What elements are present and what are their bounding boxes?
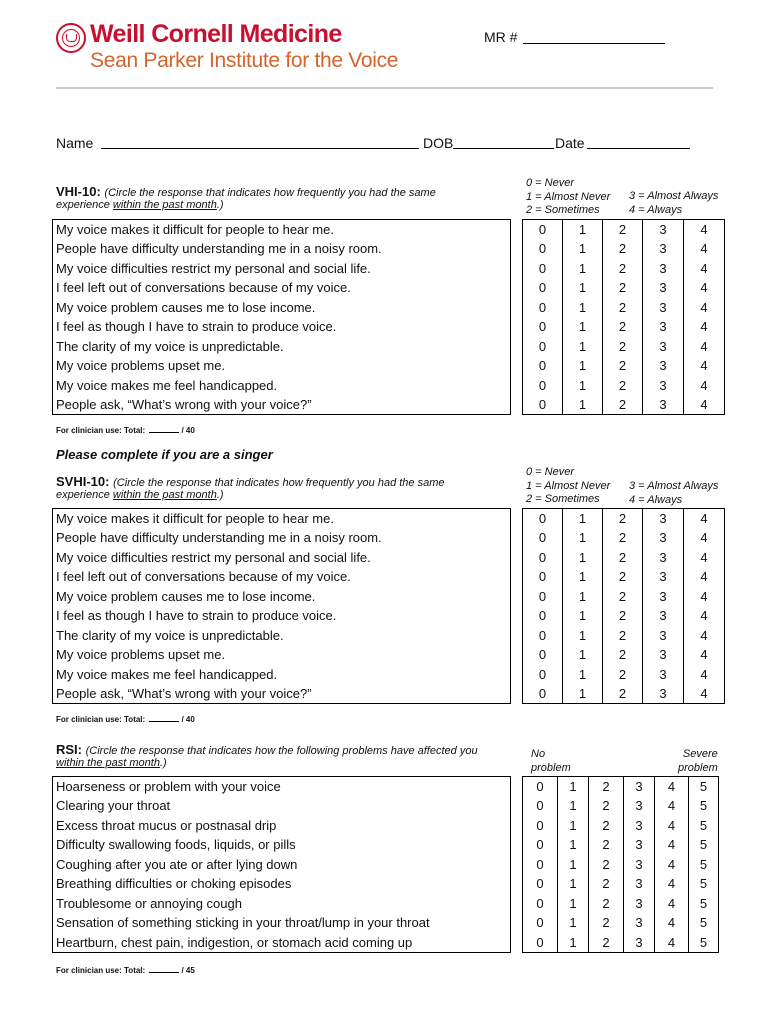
rsi-legend-right: Severe problem [678, 748, 718, 774]
svhi-response-option[interactable]: 1 [563, 645, 603, 665]
rsi-response-option[interactable]: 1 [558, 894, 589, 914]
column-gap [511, 220, 523, 240]
rsi-response-option[interactable]: 4 [655, 816, 689, 836]
vhi-response-option[interactable]: 0 [523, 298, 563, 318]
rsi-response-option[interactable]: 4 [655, 894, 689, 914]
vhi-response-option[interactable]: 2 [603, 239, 643, 259]
vhi-question-text: I feel left out of conversations because of my voice. [53, 278, 511, 298]
rsi-response-option[interactable]: 1 [558, 933, 589, 953]
rsi-response-option[interactable]: 3 [624, 796, 655, 816]
date-field[interactable] [587, 148, 690, 149]
rsi-question-text: Troublesome or annoying cough [53, 894, 511, 914]
svhi-response-option[interactable]: 3 [643, 606, 684, 626]
svhi-response-option[interactable]: 4 [684, 626, 725, 646]
svhi-response-option[interactable]: 2 [603, 548, 643, 568]
rsi-question-row [53, 933, 719, 953]
mr-number-field[interactable] [523, 43, 665, 44]
singer-prompt: Please complete if you are a singer [56, 447, 273, 462]
vhi-question-row [53, 259, 725, 279]
vhi-response-option[interactable]: 4 [684, 317, 725, 337]
svhi-response-option[interactable]: 4 [684, 587, 725, 607]
column-gap [511, 356, 523, 376]
vhi-response-option[interactable]: 1 [563, 298, 603, 318]
svhi-response-option[interactable]: 0 [523, 528, 563, 548]
rsi-question-row [53, 835, 719, 855]
rsi-response-option[interactable]: 2 [589, 894, 624, 914]
rsi-response-option[interactable]: 1 [558, 913, 589, 933]
svhi-response-option[interactable]: 1 [563, 528, 603, 548]
column-gap [511, 796, 523, 816]
brand-name: Weill Cornell Medicine [90, 20, 342, 48]
vhi-response-option[interactable]: 4 [684, 278, 725, 298]
svhi-response-option[interactable]: 4 [684, 548, 725, 568]
rsi-response-option[interactable]: 4 [655, 835, 689, 855]
rsi-response-option[interactable]: 2 [589, 855, 624, 875]
column-gap [511, 278, 523, 298]
rsi-response-option[interactable]: 0 [523, 874, 558, 894]
sub-brand: Sean Parker Institute for the Voice [90, 49, 399, 72]
svhi-question-text: My voice difficulties restrict my personal and social life. [53, 548, 511, 568]
rsi-response-option[interactable]: 5 [689, 835, 719, 855]
vhi-question-text: My voice difficulties restrict my personal and social life. [53, 259, 511, 279]
svhi-response-option[interactable]: 2 [603, 528, 643, 548]
vhi-question-row [53, 278, 725, 298]
rsi-question-text: Excess throat mucus or postnasal drip [53, 816, 511, 836]
vhi-response-option[interactable]: 1 [563, 337, 603, 357]
rsi-response-option[interactable]: 5 [689, 874, 719, 894]
svhi-response-option[interactable]: 1 [563, 509, 603, 529]
vhi-response-option[interactable]: 0 [523, 220, 563, 240]
vhi-response-option[interactable]: 4 [684, 239, 725, 259]
svhi-response-option[interactable]: 2 [603, 645, 643, 665]
svhi-response-option[interactable]: 2 [603, 606, 643, 626]
vhi-response-option[interactable]: 0 [523, 337, 563, 357]
vhi-response-option[interactable]: 4 [684, 220, 725, 240]
rsi-question-row [53, 816, 719, 836]
rsi-instruction: within the past month.) [56, 757, 167, 769]
vhi-instruction: experience within the past month.) [56, 199, 224, 211]
rsi-question-text: Sensation of something sticking in your throat/lump in your throat [53, 913, 511, 933]
column-gap [511, 298, 523, 318]
vhi-response-option[interactable]: 4 [684, 356, 725, 376]
vhi-response-option[interactable]: 2 [603, 220, 643, 240]
svhi-response-option[interactable]: 3 [643, 587, 684, 607]
vhi-question-text: My voice makes it difficult for people to hear me. [53, 220, 511, 240]
svhi-response-option[interactable]: 0 [523, 665, 563, 685]
svhi-response-option[interactable]: 2 [603, 509, 643, 529]
svhi-response-option[interactable]: 4 [684, 528, 725, 548]
svhi-response-option[interactable]: 0 [523, 684, 563, 704]
vhi-response-option[interactable]: 2 [603, 278, 643, 298]
rsi-clinician-total: For clinician use: Total: / 45 [56, 966, 195, 975]
svhi-question-text: The clarity of my voice is unpredictable. [53, 626, 511, 646]
vhi-response-option[interactable]: 1 [563, 376, 603, 396]
svhi-response-option[interactable]: 1 [563, 567, 603, 587]
vhi-clinician-total: For clinician use: Total: / 40 [56, 426, 195, 435]
vhi-question-text: My voice makes me feel handicapped. [53, 376, 511, 396]
vhi-response-option[interactable]: 2 [603, 356, 643, 376]
svhi-response-option[interactable]: 4 [684, 509, 725, 529]
rsi-response-option[interactable]: 1 [558, 855, 589, 875]
rsi-question-row [53, 796, 719, 816]
vhi-response-option[interactable]: 4 [684, 395, 725, 415]
rsi-response-option[interactable]: 0 [523, 855, 558, 875]
vhi-response-option[interactable]: 1 [563, 259, 603, 279]
svhi-legend-left: 0 = Never 1 = Almost Never 2 = Sometimes [526, 466, 611, 505]
rsi-question-text: Breathing difficulties or choking episodes [53, 874, 511, 894]
svhi-response-option[interactable]: 1 [563, 587, 603, 607]
column-gap [511, 684, 523, 704]
column-gap [511, 567, 523, 587]
vhi-question-row [53, 376, 725, 396]
svhi-response-option[interactable]: 0 [523, 567, 563, 587]
vhi-question-row [53, 337, 725, 357]
vhi-legend-right: 3 = Almost Always 4 = Always [629, 190, 719, 216]
vhi-response-option[interactable]: 1 [563, 278, 603, 298]
svhi-question-row [53, 509, 725, 529]
svhi-response-option[interactable]: 2 [603, 626, 643, 646]
svhi-response-option[interactable]: 3 [643, 684, 684, 704]
column-gap [511, 913, 523, 933]
rsi-response-option[interactable]: 1 [558, 796, 589, 816]
svhi-question-row [53, 548, 725, 568]
rsi-response-option[interactable]: 2 [589, 933, 624, 953]
rsi-response-option[interactable]: 1 [558, 777, 589, 797]
vhi-response-option[interactable]: 3 [643, 220, 684, 240]
seal-icon [56, 23, 86, 53]
vhi-response-option[interactable]: 0 [523, 395, 563, 415]
rsi-question-row [53, 913, 719, 933]
vhi-response-option[interactable]: 0 [523, 376, 563, 396]
rsi-response-option[interactable]: 3 [624, 913, 655, 933]
vhi-response-option[interactable]: 0 [523, 259, 563, 279]
column-gap [511, 509, 523, 529]
rsi-question-row [53, 777, 719, 797]
vhi-response-option[interactable]: 4 [684, 337, 725, 357]
rsi-response-option[interactable]: 4 [655, 777, 689, 797]
rsi-response-option[interactable]: 4 [655, 913, 689, 933]
rsi-response-option[interactable]: 5 [689, 894, 719, 914]
vhi-response-option[interactable]: 3 [643, 259, 684, 279]
vhi-response-option[interactable]: 3 [643, 317, 684, 337]
name-field[interactable] [101, 148, 419, 149]
vhi-question-text: People ask, “What’s wrong with your voice?” [53, 395, 511, 415]
svhi-response-option[interactable]: 4 [684, 684, 725, 704]
svhi-response-option[interactable]: 3 [643, 509, 684, 529]
rsi-response-option[interactable]: 4 [655, 874, 689, 894]
column-gap [511, 816, 523, 836]
svhi-response-option[interactable]: 3 [643, 665, 684, 685]
vhi-question-text: My voice problems upset me. [53, 356, 511, 376]
svhi-question-row [53, 567, 725, 587]
vhi-response-option[interactable]: 0 [523, 317, 563, 337]
vhi-response-option[interactable]: 1 [563, 395, 603, 415]
rsi-response-option[interactable]: 3 [624, 933, 655, 953]
rsi-response-option[interactable]: 3 [624, 855, 655, 875]
svhi-response-option[interactable]: 3 [643, 528, 684, 548]
column-gap [511, 626, 523, 646]
svhi-response-option[interactable]: 2 [603, 567, 643, 587]
svhi-response-option[interactable]: 3 [643, 548, 684, 568]
svhi-response-option[interactable]: 3 [643, 567, 684, 587]
svhi-response-option[interactable]: 0 [523, 509, 563, 529]
svhi-question-row [53, 684, 725, 704]
svhi-response-option[interactable]: 0 [523, 606, 563, 626]
vhi-question-row [53, 239, 725, 259]
rsi-response-option[interactable]: 0 [523, 913, 558, 933]
vhi-response-option[interactable]: 0 [523, 278, 563, 298]
column-gap [511, 259, 523, 279]
rsi-response-option[interactable]: 3 [624, 894, 655, 914]
rsi-response-option[interactable]: 2 [589, 913, 624, 933]
svhi-question-text: People ask, “What’s wrong with your voice?” [53, 684, 511, 704]
vhi-question-text: I feel as though I have to strain to produce voice. [53, 317, 511, 337]
header-divider [56, 87, 713, 89]
rsi-question-row [53, 894, 719, 914]
svhi-response-option[interactable]: 2 [603, 665, 643, 685]
column-gap [511, 777, 523, 797]
rsi-legend-left: No problem [531, 748, 571, 774]
rsi-response-option[interactable]: 3 [624, 835, 655, 855]
rsi-response-option[interactable]: 5 [689, 913, 719, 933]
column-gap [511, 835, 523, 855]
rsi-response-option[interactable]: 2 [589, 796, 624, 816]
vhi-question-text: My voice problem causes me to lose income. [53, 298, 511, 318]
vhi-question-row [53, 317, 725, 337]
rsi-response-option[interactable]: 0 [523, 777, 558, 797]
vhi-response-option[interactable]: 2 [603, 337, 643, 357]
rsi-response-option[interactable]: 2 [589, 777, 624, 797]
vhi-response-option[interactable]: 3 [643, 239, 684, 259]
column-gap [511, 606, 523, 626]
svhi-question-text: My voice problems upset me. [53, 645, 511, 665]
column-gap [511, 548, 523, 568]
column-gap [511, 337, 523, 357]
rsi-response-option[interactable]: 5 [689, 796, 719, 816]
column-gap [511, 874, 523, 894]
svhi-response-option[interactable]: 1 [563, 665, 603, 685]
svhi-response-option[interactable]: 4 [684, 567, 725, 587]
column-gap [511, 894, 523, 914]
svhi-response-option[interactable]: 1 [563, 626, 603, 646]
dob-field[interactable] [453, 148, 554, 149]
svhi-response-option[interactable]: 2 [603, 587, 643, 607]
dob-label: DOB [423, 135, 454, 151]
svhi-response-option[interactable]: 0 [523, 626, 563, 646]
svhi-question-row [53, 645, 725, 665]
vhi-response-option[interactable]: 2 [603, 259, 643, 279]
vhi-response-option[interactable]: 3 [643, 337, 684, 357]
svhi-response-option[interactable]: 1 [563, 684, 603, 704]
rsi-response-option[interactable]: 4 [655, 855, 689, 875]
date-label: Date [555, 135, 585, 151]
vhi-response-option[interactable]: 1 [563, 317, 603, 337]
column-gap [511, 239, 523, 259]
column-gap [511, 645, 523, 665]
rsi-response-option[interactable]: 0 [523, 796, 558, 816]
vhi-response-option[interactable]: 3 [643, 395, 684, 415]
mr-label: MR # [484, 29, 518, 45]
column-gap [511, 528, 523, 548]
svhi-response-option[interactable]: 4 [684, 645, 725, 665]
vhi-response-option[interactable]: 2 [603, 317, 643, 337]
rsi-response-option[interactable]: 5 [689, 816, 719, 836]
rsi-response-option[interactable]: 3 [624, 816, 655, 836]
svhi-clinician-total: For clinician use: Total: / 40 [56, 715, 195, 724]
column-gap [511, 317, 523, 337]
vhi-response-option[interactable]: 1 [563, 239, 603, 259]
rsi-question-row [53, 874, 719, 894]
vhi-legend-left: 0 = Never 1 = Almost Never 2 = Sometimes [526, 177, 611, 216]
svhi-legend-right: 3 = Almost Always 4 = Always [629, 480, 719, 506]
rsi-response-option[interactable]: 5 [689, 855, 719, 875]
rsi-response-option[interactable]: 1 [558, 816, 589, 836]
vhi-response-option[interactable]: 2 [603, 298, 643, 318]
rsi-response-option[interactable]: 4 [655, 933, 689, 953]
rsi-response-option[interactable]: 2 [589, 835, 624, 855]
rsi-response-option[interactable]: 0 [523, 933, 558, 953]
svhi-response-option[interactable]: 0 [523, 587, 563, 607]
rsi-response-option[interactable]: 3 [624, 874, 655, 894]
vhi-heading: VHI-10: (Circle the response that indicates how frequently you had the same [56, 184, 436, 199]
rsi-question-text: Hoarseness or problem with your voice [53, 777, 511, 797]
rsi-question-text: Difficulty swallowing foods, liquids, or pills [53, 835, 511, 855]
svhi-question-text: My voice makes me feel handicapped. [53, 665, 511, 685]
rsi-question-text: Heartburn, chest pain, indigestion, or stomach acid coming up [53, 933, 511, 953]
vhi-question-row [53, 220, 725, 240]
rsi-response-option[interactable]: 5 [689, 777, 719, 797]
vhi-response-option[interactable]: 3 [643, 376, 684, 396]
svhi-question-row [53, 528, 725, 548]
vhi-question-row [53, 395, 725, 415]
svhi-question-text: My voice makes it difficult for people to hear me. [53, 509, 511, 529]
svhi-question-text: I feel as though I have to strain to produce voice. [53, 606, 511, 626]
vhi-response-option[interactable]: 3 [643, 278, 684, 298]
vhi-response-option[interactable]: 4 [684, 259, 725, 279]
svhi-response-option[interactable]: 1 [563, 548, 603, 568]
vhi-table [52, 219, 725, 415]
column-gap [511, 855, 523, 875]
vhi-question-row [53, 356, 725, 376]
rsi-response-option[interactable]: 0 [523, 816, 558, 836]
rsi-response-option[interactable]: 1 [558, 874, 589, 894]
svhi-instruction: experience within the past month.) [56, 489, 224, 501]
svhi-heading: SVHI-10: (Circle the response that indicates how frequently you had the same [56, 474, 445, 489]
column-gap [511, 395, 523, 415]
rsi-response-option[interactable]: 3 [624, 777, 655, 797]
vhi-response-option[interactable]: 0 [523, 239, 563, 259]
rsi-response-option[interactable]: 0 [523, 835, 558, 855]
svhi-response-option[interactable]: 2 [603, 684, 643, 704]
vhi-question-text: People have difficulty understanding me in a noisy room. [53, 239, 511, 259]
vhi-response-option[interactable]: 2 [603, 395, 643, 415]
rsi-question-text: Coughing after you ate or after lying down [53, 855, 511, 875]
vhi-response-option[interactable]: 3 [643, 356, 684, 376]
svhi-response-option[interactable]: 0 [523, 645, 563, 665]
svhi-response-option[interactable]: 3 [643, 626, 684, 646]
svhi-question-row [53, 587, 725, 607]
column-gap [511, 933, 523, 953]
rsi-response-option[interactable]: 0 [523, 894, 558, 914]
rsi-question-row [53, 855, 719, 875]
rsi-response-option[interactable]: 5 [689, 933, 719, 953]
svhi-response-option[interactable]: 4 [684, 665, 725, 685]
svhi-response-option[interactable]: 4 [684, 606, 725, 626]
column-gap [511, 587, 523, 607]
svhi-question-text: My voice problem causes me to lose income. [53, 587, 511, 607]
vhi-response-option[interactable]: 3 [643, 298, 684, 318]
svhi-response-option[interactable]: 1 [563, 606, 603, 626]
column-gap [511, 376, 523, 396]
rsi-response-option[interactable]: 2 [589, 874, 624, 894]
column-gap [511, 665, 523, 685]
rsi-response-option[interactable]: 1 [558, 835, 589, 855]
vhi-response-option[interactable]: 1 [563, 220, 603, 240]
svhi-question-row [53, 626, 725, 646]
svhi-table [52, 508, 725, 704]
svhi-response-option[interactable]: 3 [643, 645, 684, 665]
name-label: Name [56, 135, 94, 151]
vhi-response-option[interactable]: 4 [684, 376, 725, 396]
rsi-response-option[interactable]: 2 [589, 816, 624, 836]
vhi-question-row [53, 298, 725, 318]
rsi-question-text: Clearing your throat [53, 796, 511, 816]
svhi-question-text: I feel left out of conversations because of my voice. [53, 567, 511, 587]
vhi-response-option[interactable]: 2 [603, 376, 643, 396]
vhi-question-text: The clarity of my voice is unpredictable. [53, 337, 511, 357]
vhi-response-option[interactable]: 1 [563, 356, 603, 376]
rsi-response-option[interactable]: 4 [655, 796, 689, 816]
rsi-heading: RSI: (Circle the response that indicates how the following problems have affected you [56, 742, 478, 757]
vhi-response-option[interactable]: 4 [684, 298, 725, 318]
svhi-question-row [53, 665, 725, 685]
svhi-question-text: People have difficulty understanding me in a noisy room. [53, 528, 511, 548]
rsi-table [52, 776, 719, 953]
svhi-response-option[interactable]: 0 [523, 548, 563, 568]
svhi-question-row [53, 606, 725, 626]
vhi-response-option[interactable]: 0 [523, 356, 563, 376]
